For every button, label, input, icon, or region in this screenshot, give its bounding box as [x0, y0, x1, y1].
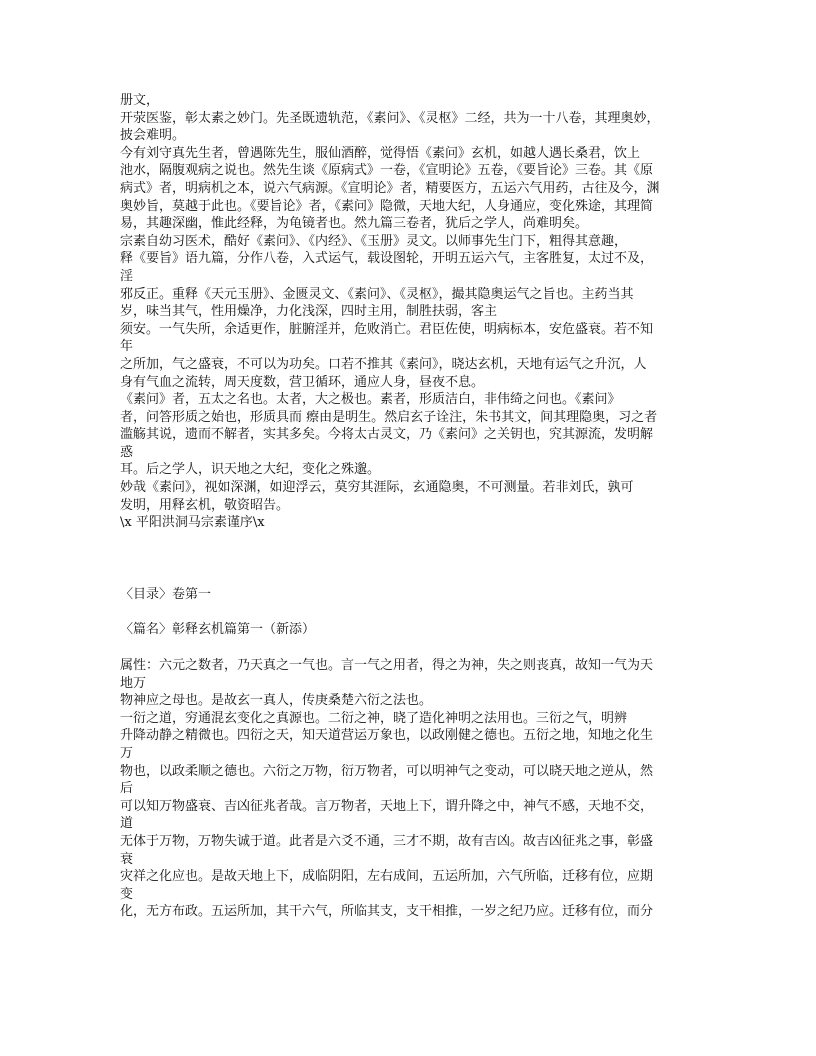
preface-line: 年	[120, 339, 134, 355]
preface-line: 岁，味当其气，性用燥净，力化浅深，四时主用，制胜扶弱，客主	[120, 304, 498, 320]
document-page	[120, 92, 700, 921]
preface-line: 易，其趣深幽，惟此经释，为龟镜者也。然九篇三卷者，犹后之学人，尚难明矣。	[120, 216, 589, 232]
body-line: 灾祥之化应也。是故天地上下，成临阴阳，左右成间，五运所加，六气所临，迁移有位，应期	[120, 869, 654, 885]
body-line: 万	[120, 746, 134, 761]
preface-line: \x 平阳洪洞马宗素谨序\x	[120, 515, 265, 531]
preface-line: 病式》者，明病机之本，说六气病源。《宣明论》者，精要医方，五运六气用药，古往及今，渊	[120, 180, 660, 196]
preface-line: 池水，隔腹观病之说也。然先生谈《原病式》一卷，《宣明论》五卷，《要旨论》三卷。其《原	[120, 163, 654, 179]
preface-line: 身有气血之流转，周天度数，营卫循环，通应人身，昼夜不息。	[120, 374, 485, 390]
body-line: 属性：六元之数者，乃天真之一气也。言一气之用者，得之为神，失之则丧真，故知一气为天	[120, 658, 654, 674]
preface-line: 者，问答形质之始也，形质具而 瘵由是明生。然启玄子诠注，朱书其文，间其理隐奥，习之者	[120, 409, 658, 425]
body-line: 化，无方布政。五运所加，其干六气，所临其支，支干相推，一岁之纪乃应。迁移有位，而分	[120, 904, 654, 920]
preface-line: 之所加，气之盛衰，不可以为功矣。口若不推其《素问》，晓达玄机，天地有运气之升沉，人	[120, 356, 647, 372]
preface-line: 发明，用释玄机，敬资昭告。	[120, 497, 290, 513]
preface-line: 惑	[120, 444, 134, 460]
preface-line: 耳。后之学人，识天地之大纪，变化之殊邈。	[120, 462, 381, 478]
preface-line: 须安。一气失所，余适更作，脏腑淫并，危败消亡。君臣佐使，明病标本，安危盛衰。若不知	[120, 321, 654, 337]
section-gap	[120, 639, 700, 657]
toc-heading: 〈目录〉卷第一	[120, 586, 212, 602]
preface-line: 册文，	[120, 93, 160, 108]
body-line: 后	[120, 781, 134, 797]
body-line: 变	[120, 886, 134, 902]
preface-line: 宗素自幼习医术，酷好《素问》、《内经》、《玉册》灵文。以师事先生门下，粗得其意趣，	[120, 233, 628, 249]
body-line: 可以知万物盛衰、吉凶征兆者哉。言万物者，天地上下，谓升降之中，神气不感，天地不交，	[120, 798, 654, 814]
preface-line: 淫	[120, 268, 134, 284]
preface-line: 开荥医鉴，彰太素之妙门。先圣既遗轨范，《素问》、《灵枢》二经，共为一十八卷，其理奥妙，	[120, 110, 660, 126]
preface-line: 滥觞其说，遗而不解者，实其多矣。今将太古灵文，乃《素问》之关钥也，究其源流，发明解	[120, 427, 654, 443]
preface-line: 今有刘守真先生者，曾遇陈先生，服仙酒醉，觉得悟《素问》玄机，如越人遇长桑君，饮上	[120, 145, 641, 161]
preface-line: 释《要旨》语九篇，分作八卷，入式运气，载设图轮，开明五运六气，主客胜复，太过不及，	[120, 251, 654, 267]
body-line: 无体于万物，万物失诚于道。此者是六爻不通，三才不期，故有吉凶。故吉凶征兆之事，彰盛	[120, 833, 654, 849]
body-line: 升降动静之精微也。四衍之天，知天道营运万象也，以政刚健之德也。五衍之地，知地之化生	[120, 728, 654, 744]
body-line: 物神应之母也。是故玄一真人，传庚桑楚六衍之法也。	[120, 693, 433, 709]
section-gap	[120, 532, 700, 586]
body-line: 地万	[120, 675, 147, 691]
preface-line: 披会难明。	[120, 128, 186, 144]
body-line: 道	[120, 816, 134, 832]
body-line: 一衍之道，穷通混玄变化之真源也。二衍之神，晓了造化神明之法用也。三衍之气，明辨	[120, 710, 628, 726]
preface-line: 邪反正。重释《天元玉册》、金匮灵文、《素问》、《灵枢》，撮其隐奥运气之旨也。主药当其	[120, 286, 634, 302]
preface-line: 《素问》者，五太之名也。太者，大之极也。素者，形质洁白，非伟绮之问也。《素问》	[120, 392, 621, 408]
preface-section	[120, 92, 700, 532]
section-gap	[120, 603, 700, 621]
body-line: 衰	[120, 851, 134, 867]
preface-line: 妙哉《素问》，视如深渊，如迎浮云，莫穷其涯际，玄通隐奥，不可测量。若非刘氏，孰可	[120, 480, 634, 496]
chapter-title: 〈篇名〉彰释玄机篇第一（新添）	[120, 622, 316, 638]
preface-line: 奥妙旨，莫越于此也。《要旨论》者，《素问》隐微，天地大纪，人身通应，变化殊途，其理简	[120, 198, 654, 214]
body-line: 物也，以政柔顺之德也。六衍之万物，衍万物者，可以明神气之变动，可以晓天地之逆从，然	[120, 763, 654, 779]
chapter-body	[120, 657, 700, 921]
